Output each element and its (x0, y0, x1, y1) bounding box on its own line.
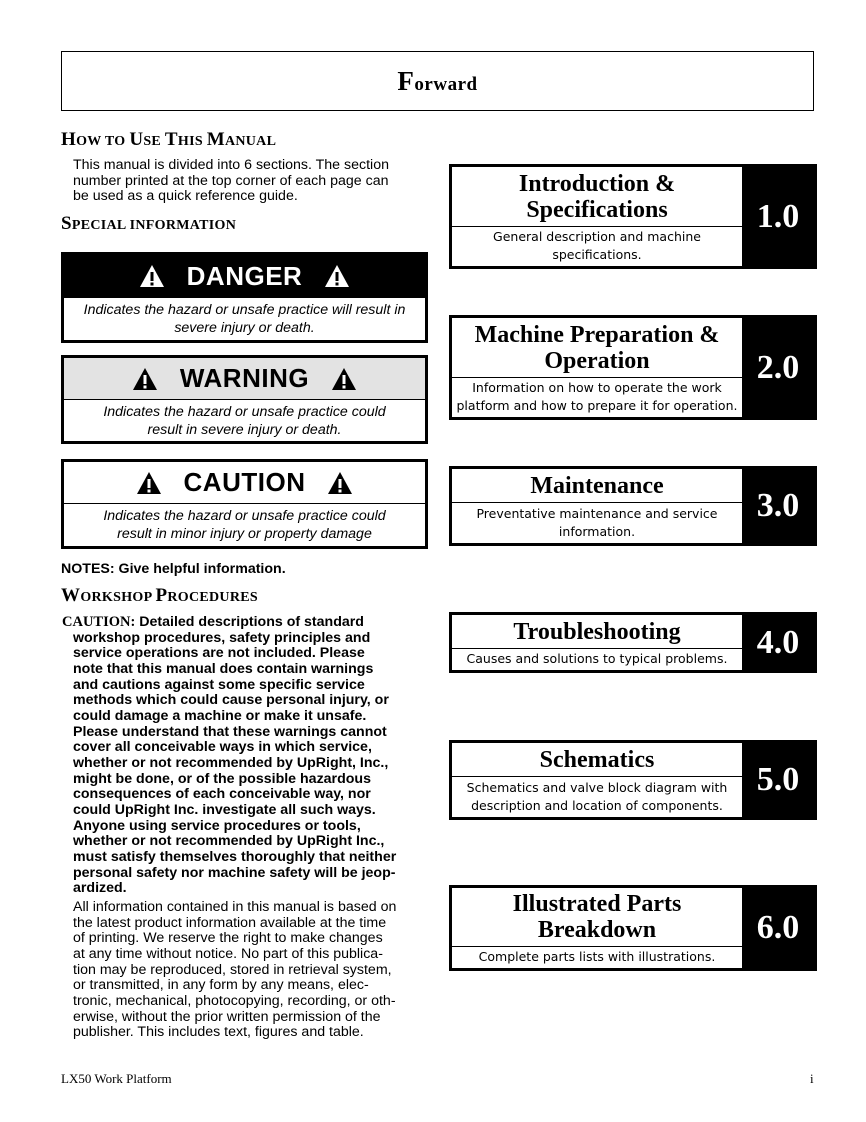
warning-triangle-icon (331, 367, 357, 391)
text-line: ardized. (73, 880, 127, 897)
text-line: erwise, without the prior written permission of the (73, 1008, 381, 1025)
text-line: This manual is divided into 6 sections. The section (73, 157, 389, 173)
caution-description (64, 503, 425, 545)
desc-line: Indicates the hazard or unsafe practice could (103, 404, 386, 420)
desc-line: result in minor injury or property damage (117, 526, 372, 542)
workshop-heading (61, 585, 258, 607)
text-line: personal safety nor machine safety will be jeop- (73, 864, 396, 881)
section-3-box[interactable] (449, 466, 817, 546)
section-number: 2.0 (742, 318, 814, 417)
text-line: whether or not recommended by UpRight, Inc., (73, 754, 389, 771)
danger-description (64, 297, 425, 339)
text-line: workshop procedures, safety principles and (73, 629, 371, 646)
workshop-caution-paragraph (62, 615, 432, 897)
caution-header (64, 462, 425, 503)
caution-lead: CAUTION: (62, 614, 136, 630)
section-description: Causes and solutions to typical problems. (466, 651, 728, 666)
section-number: 3.0 (742, 469, 814, 543)
desc-line: severe injury or death. (174, 320, 315, 336)
section-title: Schematics (452, 743, 742, 777)
text-line: Please understand that these warnings cannot (73, 723, 387, 740)
section-title: Troubleshooting (452, 615, 742, 649)
special-info-heading-text: SPECIAL INFORMATION (61, 213, 237, 234)
notes-text: NOTES: Give helpful information. (61, 561, 286, 577)
text-line: at any time without notice. No part of this publica- (73, 945, 383, 962)
warning-description (64, 399, 425, 441)
caution-label: CAUTION (183, 467, 306, 497)
text-line: and cautions against some specific service (73, 676, 365, 693)
footer-page-number: i (810, 1071, 814, 1086)
danger-header (64, 255, 425, 297)
desc-line: Indicates the hazard or unsafe practice will result in (83, 302, 406, 318)
section-number: 5.0 (742, 743, 814, 817)
text-line: could UpRight Inc. investigate all such ways. (73, 801, 376, 818)
text-line: tion may be reproduced, stored in retrieval system, (73, 961, 392, 978)
danger-label: DANGER (186, 260, 303, 291)
text-line: of printing. We reserve the right to make changes (73, 930, 383, 947)
text-line: or transmitted, in any form by any means, elec- (73, 977, 369, 994)
text-line: number printed at the top corner of each page can (73, 172, 389, 189)
text-line: whether or not recommended by UpRight Inc., (73, 833, 385, 850)
desc-line: Indicates the hazard or unsafe practice could (103, 508, 386, 524)
section-description: Information on how to operate the work platform and how to prepare it for operation. (456, 380, 738, 413)
page-title-box (61, 51, 814, 111)
special-info-heading (61, 213, 236, 235)
how-to-use-heading (61, 129, 276, 151)
page-title: Forward (397, 65, 478, 96)
text-line: consequences of each conceivable way, nor (73, 786, 371, 803)
text-line: service operations are not included. Please (73, 645, 365, 662)
text-line: Anyone using service procedures or tools, (73, 817, 361, 834)
warning-label: WARNING (179, 363, 310, 393)
publication-info-paragraph (73, 900, 429, 1041)
section-description: Schematics and valve block diagram with description and location of components. (466, 779, 728, 813)
warning-triangle-icon (139, 264, 165, 288)
text-line: must satisfy themselves thoroughly that neither (73, 848, 397, 865)
text-line: All information contained in this manual is based on (73, 899, 397, 915)
text-line: publisher. This includes text, figures and table. (73, 1024, 364, 1041)
section-4-box[interactable] (449, 612, 817, 673)
section-description: Preventative maintenance and service information. (476, 505, 718, 539)
how-to-use-heading-text: HOW TO USE THIS MANUAL (61, 129, 277, 150)
how-to-use-text (73, 158, 389, 205)
text-line: note that this manual does contain warnings (73, 660, 374, 677)
section-number: 6.0 (742, 888, 814, 968)
section-title: Machine Preparation & Operation (452, 318, 742, 378)
section-number: 4.0 (742, 615, 814, 670)
danger-box (61, 252, 428, 343)
section-5-box[interactable] (449, 740, 817, 820)
workshop-heading-text: WORKSHOP PROCEDURES (61, 585, 258, 606)
section-2-box[interactable] (449, 315, 817, 420)
section-title: Introduction & Specifications (452, 167, 742, 227)
section-title: Illustrated Parts Breakdown (452, 888, 742, 947)
text-line: be used as a quick reference guide. (73, 188, 298, 205)
warning-triangle-icon (324, 264, 350, 288)
section-number: 1.0 (742, 167, 814, 266)
warning-triangle-icon (136, 471, 162, 495)
section-6-box[interactable] (449, 885, 817, 971)
warning-triangle-icon (327, 471, 353, 495)
warning-header (64, 358, 425, 399)
section-description: Complete parts lists with illustrations. (478, 949, 716, 964)
text-line: methods which could cause personal injury, or (73, 692, 389, 709)
section-description: General description and machine specifications. (493, 229, 701, 262)
text-line: cover all conceivable ways in which service, (73, 739, 372, 756)
desc-line: result in severe injury or death. (147, 422, 342, 438)
text-line: tronic, mechanical, photocopying, recording, or oth- (73, 992, 396, 1009)
text-line: Detailed descriptions of standard (139, 614, 364, 630)
section-title: Maintenance (452, 469, 742, 503)
text-line: the latest product information available at the time (73, 914, 387, 931)
warning-box (61, 355, 428, 444)
text-line: might be done, or of the possible hazardous (73, 770, 371, 787)
section-1-box[interactable] (449, 164, 817, 269)
caution-box (61, 459, 428, 549)
warning-triangle-icon (132, 367, 158, 391)
text-line: could damage a machine or make it unsafe. (73, 707, 367, 724)
footer-product-name: LX50 Work Platform (61, 1071, 172, 1086)
